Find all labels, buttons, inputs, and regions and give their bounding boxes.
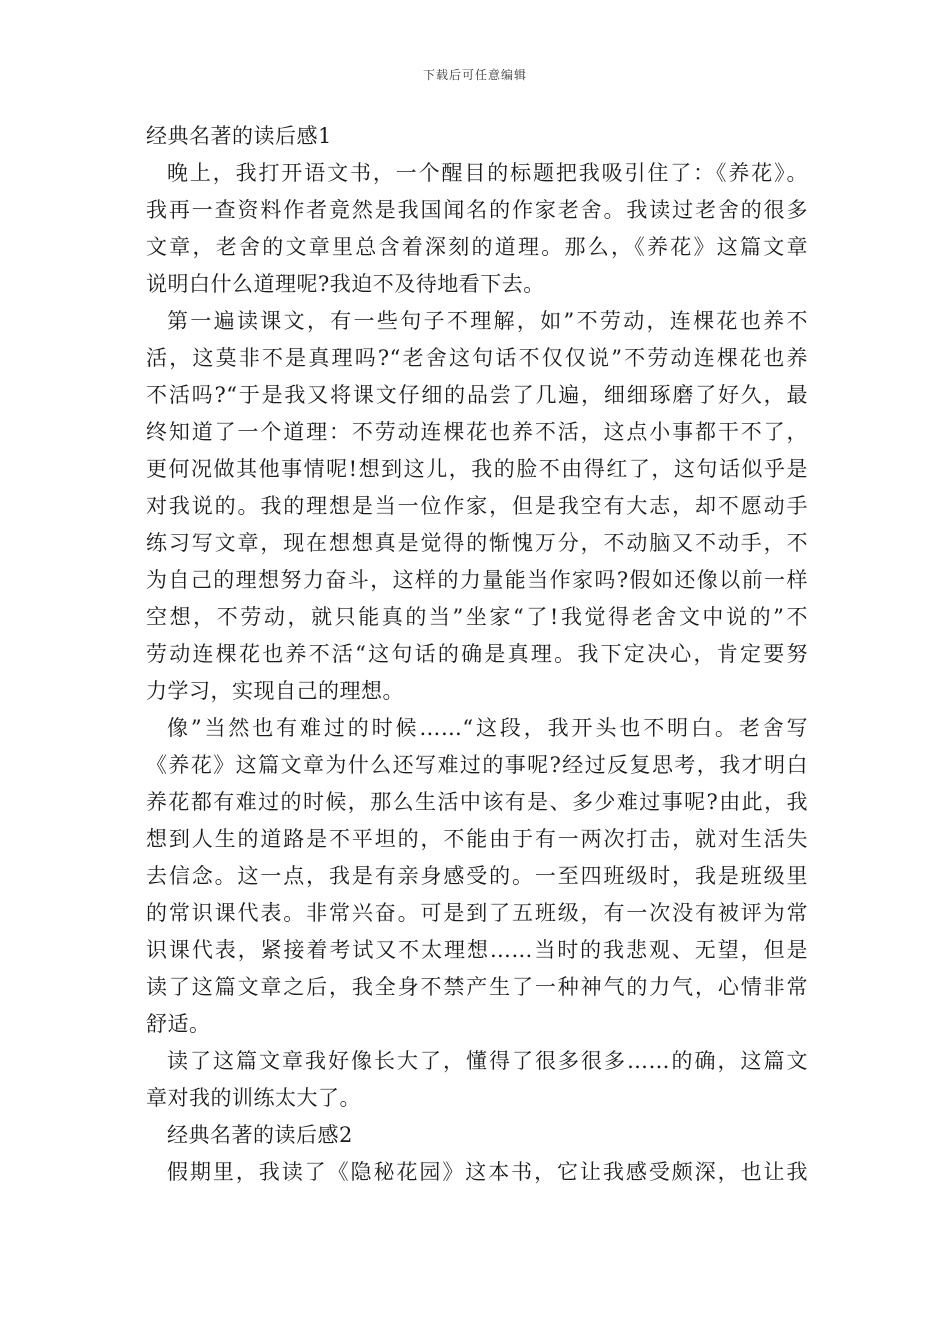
paragraph-line: 力学习，实现自己的理想。 — [146, 679, 404, 703]
paragraph-line: 劳动连棵花也养不活“这句话的确是真理。我下定决心，肯定要努 — [146, 642, 808, 666]
paragraph-line: 空想，不劳动，就只能真的当”坐家“了!我觉得老舍文中说的”不 — [146, 605, 808, 629]
section-title: 经典名著的读后感1 — [146, 124, 332, 148]
paragraph-line: 说明白什么道理呢?我迫不及待地看下去。 — [146, 272, 545, 296]
paragraph-line: 更何况做其他事情呢!想到这儿，我的脸不由得红了，这句话似乎是 — [146, 457, 808, 481]
paragraph-line: 文章，老舍的文章里总含着深刻的道理。那么，《养花》这篇文章 — [146, 235, 808, 259]
paragraph-line: 去信念。这一点，我是有亲身感受的。一至四班级时，我是班级里 — [146, 864, 808, 888]
paragraph-line: 《养花》这篇文章为什么还写难过的事呢?经过反复思考，我才明白 — [146, 753, 808, 777]
paragraph-line: 舒适。 — [146, 1012, 211, 1036]
paragraph-line: 想到人生的道路是不平坦的，不能由于有一两次打击，就对生活失 — [146, 827, 808, 851]
paragraph-line: 我再一查资料作者竟然是我国闻名的作家老舍。我读过老舍的很多 — [146, 198, 808, 222]
document-body — [146, 118, 808, 1191]
paragraph-line: 练习写文章，现在想想真是觉得的惭愧万分，不动脑又不动手，不 — [146, 531, 808, 555]
paragraph-line: 不活吗?“于是我又将课文仔细的品尝了几遍，细细琢磨了好久，最 — [146, 383, 808, 407]
paragraph-line: 读了这篇文章我好像长大了，懂得了很多很多……的确，这篇文 — [167, 1049, 808, 1073]
paragraph-line: 识课代表，紧接着考试又不太理想……当时的我悲观、无望，但是 — [146, 938, 808, 962]
paragraph-line: 养花都有难过的时候，那么生活中该有是、多少难过事呢?由此，我 — [146, 790, 808, 814]
paragraph-line: 终知道了一个道理：不劳动连棵花也养不活，这点小事都干不了， — [146, 420, 808, 444]
paragraph-line: 第一遍读课文，有一些句子不理解，如”不劳动，连棵花也养不 — [167, 309, 808, 333]
paragraph-line: 对我说的。我的理想是当一位作家，但是我空有大志，却不愿动手 — [146, 494, 808, 518]
paragraph-line: 读了这篇文章之后，我全身不禁产生了一种神气的力气，心情非常 — [146, 975, 808, 999]
paragraph-line: 章对我的训练太大了。 — [146, 1086, 361, 1110]
section-title: 经典名著的读后感2 — [167, 1123, 353, 1147]
paragraph-line: 晚上，我打开语文书，一个醒目的标题把我吸引住了：《养花》。 — [167, 161, 808, 185]
header-note: 下载后可任意编辑 — [422, 68, 527, 82]
paragraph-line: 像”当然也有难过的时候……“这段，我开头也不明白。老舍写 — [167, 716, 808, 740]
paragraph-line: 的常识课代表。非常兴奋。可是到了五班级，有一次没有被评为常 — [146, 901, 808, 925]
paragraph-line: 活，这莫非不是真理吗?“老舍这句话不仅仅说”不劳动连棵花也养 — [146, 346, 808, 370]
paragraph-line: 为自己的理想努力奋斗，这样的力量能当作家吗?假如还像以前一样 — [146, 568, 808, 592]
paragraph-line: 假期里，我读了《隐秘花园》这本书，它让我感受颇深，也让我 — [167, 1160, 808, 1184]
